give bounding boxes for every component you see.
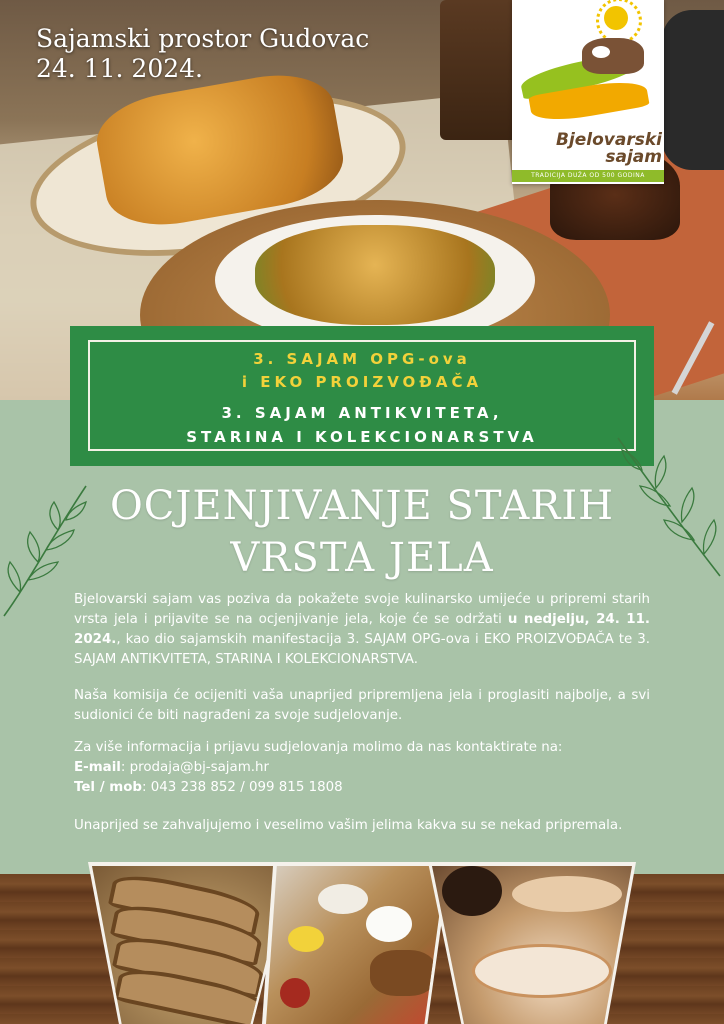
logo-name: Bjelovarski sajam [555,130,662,167]
contact-block [74,738,650,798]
cream-bowl [366,906,412,942]
jury-paragraph: Naša komisija će ocijeniti vaša unaprijed pripremljena jela i proglasiti najbolje, a svi sudionici će biti nagrađeni za svoje sudjelovanje. [74,688,650,723]
cow-icon [582,38,644,74]
phone-label: Tel / mob [74,780,142,795]
spread-photo [428,862,636,1024]
platter-photo [262,862,450,1024]
event-banner [70,326,654,466]
banner-line-2: i EKO PROIZVOĐAČA [241,373,483,391]
lemon [288,926,324,952]
headline-line-2: VRSTA JELA [230,535,494,581]
cheese-bowl [318,884,368,914]
phone-value[interactable]: : 043 238 852 / 099 815 1808 [141,780,343,795]
dark-pot [442,866,502,916]
email-value[interactable]: : prodaja@bj-sajam.hr [120,760,270,775]
spread-on-bread [472,944,612,998]
invitation-date-bold: u nedjelju, 24. 11. 2024. [74,612,651,647]
venue-and-date [36,24,456,84]
headline [60,480,664,584]
platter-photo-image [266,866,446,1024]
invitation-text-b: , kao dio sajamskih manifestacija 3. SAJAM OPG-ova i EKO PROIZVOĐAČA te 3. SAJAM ANTIKVITETA, STARINA I KOLEKCIONARSTVA. [74,632,650,667]
spread-photo-image [432,866,632,1024]
contact-phone [74,778,650,798]
banner-line-1: 3. SAJAM OPG-ova [253,350,471,368]
bjelovarski-sajam-logo [512,0,664,184]
jug [662,10,724,170]
red-onion [280,978,310,1008]
contact-intro: Za više informacija i prijavu sudjelovanja molimo da nas kontaktirate na: [74,740,563,755]
email-label: E-mail [74,760,121,775]
headline-line-1: OCJENJIVANJE STARIH [109,483,615,529]
sun-icon [604,6,628,30]
venue-name: Sajamski prostor Gudovac [36,24,370,53]
logo-tagline: TRADICIJA DUŽA OD 500 GODINA [512,170,664,182]
closing-paragraph: Unaprijed se zahvaljujemo i veselimo vašim jelima kakva su se nekad pripremala. [74,818,623,833]
banner-line-3: 3. SAJAM ANTIKVITETA, [221,404,503,422]
banner-line-4: STARINA I KOLEKCIONARSTVA [186,428,538,446]
pistachio-baklava [255,225,495,325]
event-date: 24. 11. 2024. [36,54,203,83]
invitation-text-a: Bjelovarski sajam vas poziva da pokažete svoje kulinarsko umijeće u pripremi starih vrsta jela i prijavite se na ocjenjivanje jela, koje će se održati [74,592,650,627]
mushrooms [370,950,436,996]
contact-email [74,758,650,778]
invitation-paragraph [74,590,650,670]
bread-roll [512,876,622,912]
